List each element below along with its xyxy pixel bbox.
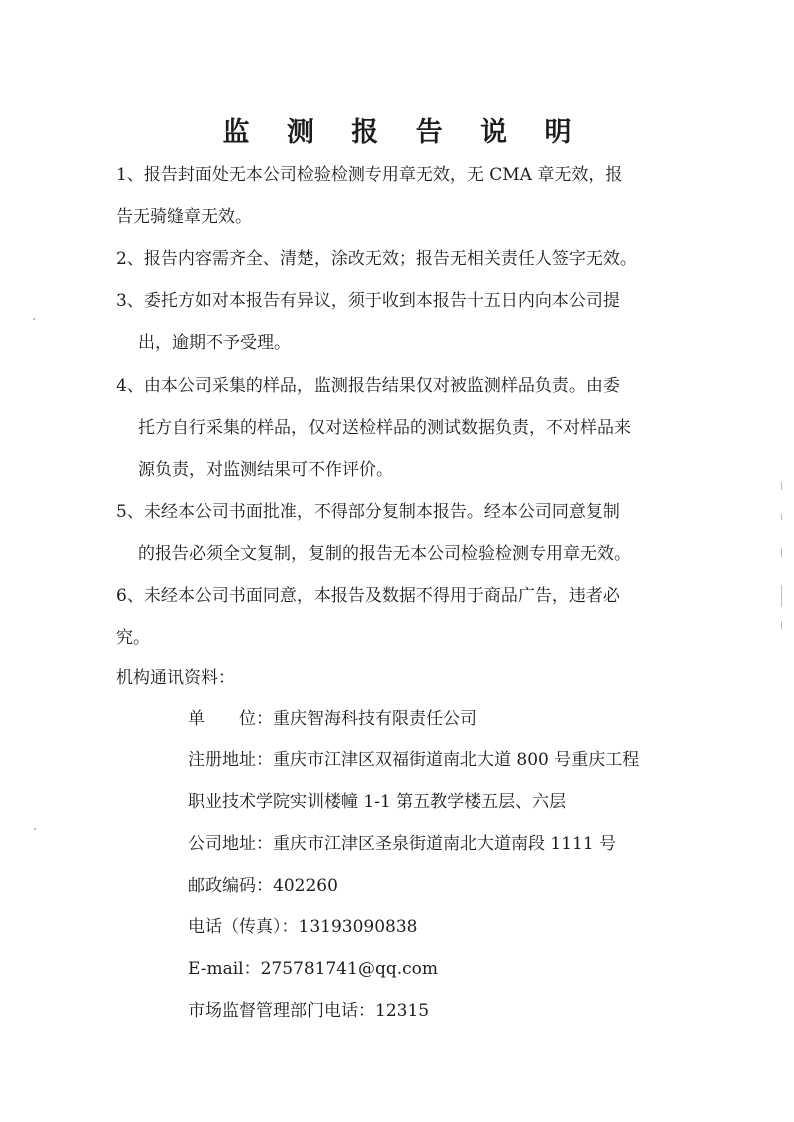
item-1-line-2: 告无骑缝章无效。 [116, 207, 252, 227]
scan-speck [781, 548, 782, 557]
page-title: 监 测 报 告 说 明 [222, 117, 586, 148]
contact-registered-address-line-1: 注册地址：重庆市江津区双福街道南北大道 800 号重庆工程 [188, 750, 640, 770]
item-3-line-2: 出，逾期不予受理。 [138, 333, 291, 353]
item-6-line-1: 6、未经本公司书面同意，本报告及数据不得用于商品广告，违者必 [116, 586, 620, 606]
contact-market-supervision-phone: 市场监督管理部门电话：12315 [188, 1001, 430, 1021]
item-4-line-3: 源负责，对监测结果可不作评价。 [138, 460, 393, 480]
item-4-line-1: 4、由本公司采集的样品，监测报告结果仅对被监测样品负责。由委 [116, 376, 620, 396]
item-6-line-2: 究。 [116, 628, 150, 648]
scan-speck [781, 621, 782, 629]
scan-speck [781, 514, 782, 520]
item-5-line-2: 的报告必须全文复制，复制的报告无本公司检验检测专用章无效。 [138, 544, 631, 564]
contact-company-address: 公司地址：重庆市江津区圣泉街道南北大道南段 1111 号 [188, 834, 617, 854]
contact-registered-address-line-2: 职业技术学院实训楼幢 1-1 第五教学楼五层、六层 [188, 792, 567, 812]
scan-speck [781, 585, 782, 607]
contact-unit: 单 位：重庆智海科技有限责任公司 [188, 709, 477, 729]
item-3-line-1: 3、委托方如对本报告有异议，须于收到本报告十五日内向本公司提 [116, 291, 620, 311]
contact-postal-code: 邮政编码：402260 [188, 876, 338, 896]
item-4-line-2: 托方自行采集的样品，仅对送检样品的测试数据负责，不对样品来 [138, 418, 631, 438]
item-1-line-1: 1、报告封面处无本公司检验检测专用章无效，无 CMA 章无效，报 [116, 165, 623, 185]
contact-phone: 电话（传真）：13193090838 [188, 917, 418, 937]
contact-heading: 机构通讯资料： [116, 668, 235, 688]
contact-email: E-mail：275781741@qq.com [188, 959, 438, 979]
scan-speck [34, 828, 36, 830]
item-2-line-1: 2、报告内容需齐全、清楚，涂改无效；报告无相关责任人签字无效。 [116, 249, 637, 269]
scan-speck [33, 318, 35, 320]
item-5-line-1: 5、未经本公司书面批准，不得部分复制本报告。经本公司同意复制 [116, 502, 620, 522]
scan-speck [781, 482, 782, 490]
